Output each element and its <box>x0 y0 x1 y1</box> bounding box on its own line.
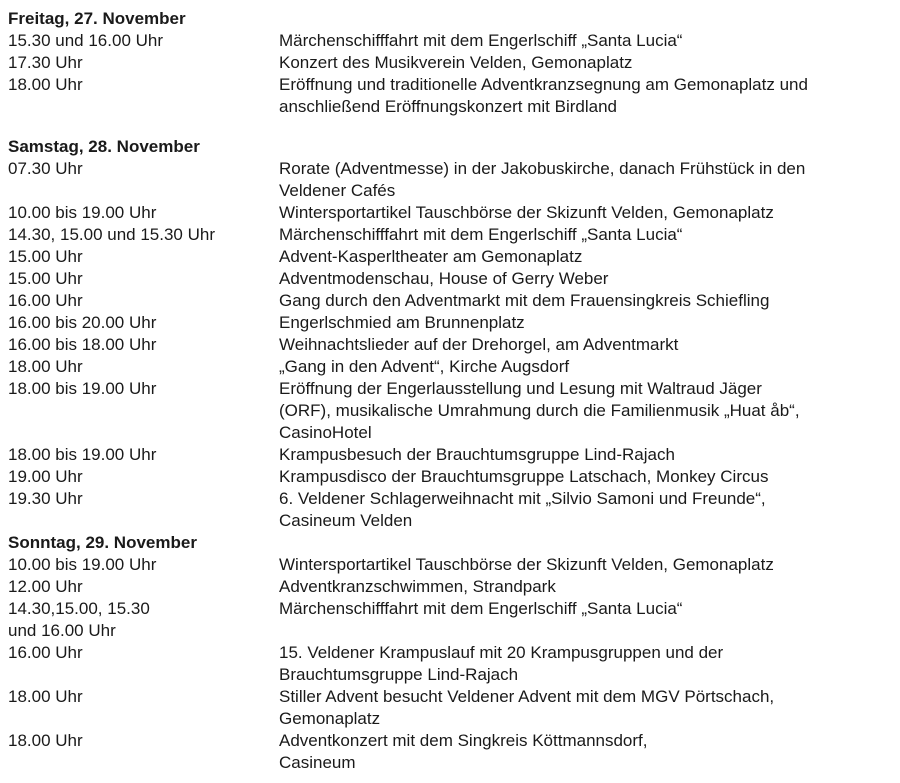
event-time-line: 19.00 Uhr <box>8 467 83 486</box>
event-description-line: Rorate (Adventmesse) in der Jakobuskirche, danach Frühstück in den <box>279 159 806 178</box>
event-time <box>8 74 279 96</box>
event-description-line: Krampusbesuch der Brauchtumsgruppe Lind-Rajach <box>279 445 675 464</box>
section-spacer <box>8 118 892 136</box>
event-description-line: Eröffnung der Engerlausstellung und Lesung mit Waltraud Jäger <box>279 379 762 398</box>
event-description <box>279 444 892 466</box>
event-row <box>8 576 892 598</box>
event-description-line: anschließend Eröffnungskonzert mit Birdland <box>279 97 617 116</box>
event-description <box>279 554 892 576</box>
day-heading: Sonntag, 29. November <box>8 533 197 552</box>
event-description <box>279 576 892 598</box>
event-description <box>279 642 892 686</box>
event-time <box>8 598 279 642</box>
event-description <box>279 488 892 532</box>
day-section <box>8 136 892 532</box>
event-description <box>279 268 892 290</box>
event-row <box>8 158 892 202</box>
event-time <box>8 686 279 708</box>
event-time <box>8 224 279 246</box>
event-time-line: 19.30 Uhr <box>8 489 83 508</box>
event-time-line: 14.30,15.00, 15.30 <box>8 599 150 618</box>
event-time <box>8 356 279 378</box>
event-description-line: Brauchtumsgruppe Lind-Rajach <box>279 665 519 684</box>
event-time-line: 10.00 bis 19.00 Uhr <box>8 203 157 222</box>
event-description-line: Eröffnung und traditionelle Adventkranzsegnung am Gemonaplatz und <box>279 75 808 94</box>
event-time-line: 18.00 Uhr <box>8 75 83 94</box>
event-time <box>8 290 279 312</box>
event-description <box>279 30 892 52</box>
event-row <box>8 554 892 576</box>
event-description <box>279 158 892 202</box>
event-description-line: Stiller Advent besucht Veldener Advent mit dem MGV Pörtschach, <box>279 687 775 706</box>
event-time <box>8 312 279 334</box>
event-time-line: 18.00 Uhr <box>8 357 83 376</box>
event-time <box>8 30 279 52</box>
event-description-line: Wintersportartikel Tauschbörse der Skizunft Velden, Gemonaplatz <box>279 203 774 222</box>
event-description <box>279 378 892 444</box>
event-row <box>8 312 892 334</box>
event-time-line: 18.00 bis 19.00 Uhr <box>8 445 157 464</box>
event-time-line: 18.00 Uhr <box>8 687 83 706</box>
event-row <box>8 202 892 224</box>
event-description <box>279 686 892 730</box>
event-row <box>8 30 892 52</box>
day-heading: Freitag, 27. November <box>8 9 186 28</box>
event-description <box>279 312 892 334</box>
event-time-line: 16.00 Uhr <box>8 643 83 662</box>
event-time-line: 18.00 Uhr <box>8 731 83 750</box>
event-description <box>279 224 892 246</box>
event-description <box>279 246 892 268</box>
event-time <box>8 158 279 180</box>
event-row <box>8 52 892 74</box>
event-description-line: „Gang in den Advent“, Kirche Augsdorf <box>279 357 570 376</box>
event-row <box>8 466 892 488</box>
event-description-line: Märchenschifffahrt mit dem Engerlschiff „Santa Lucia“ <box>279 599 683 618</box>
event-time-line: 16.00 Uhr <box>8 291 83 310</box>
event-row <box>8 268 892 290</box>
event-time-line: 15.00 Uhr <box>8 247 83 266</box>
event-time-line: 18.00 bis 19.00 Uhr <box>8 379 157 398</box>
event-row <box>8 290 892 312</box>
event-row <box>8 74 892 118</box>
event-description <box>279 334 892 356</box>
event-row <box>8 444 892 466</box>
event-description-line: Casineum <box>279 753 356 772</box>
event-description-line: Veldener Cafés <box>279 181 396 200</box>
event-time-line: 10.00 bis 19.00 Uhr <box>8 555 157 574</box>
event-time-line: und 16.00 Uhr <box>8 621 116 640</box>
event-time <box>8 268 279 290</box>
event-time <box>8 576 279 598</box>
event-description-line: 15. Veldener Krampuslauf mit 20 Krampusgruppen und der <box>279 643 724 662</box>
event-time-line: 16.00 bis 20.00 Uhr <box>8 313 157 332</box>
day-section <box>8 532 892 774</box>
event-description-line: Adventkranzschwimmen, Strandpark <box>279 577 556 596</box>
event-time <box>8 202 279 224</box>
day-heading: Samstag, 28. November <box>8 137 200 156</box>
event-time <box>8 378 279 400</box>
event-time-line: 07.30 Uhr <box>8 159 83 178</box>
event-row <box>8 488 892 532</box>
event-time-line: 14.30, 15.00 und 15.30 Uhr <box>8 225 215 244</box>
event-time-line: 12.00 Uhr <box>8 577 83 596</box>
event-row <box>8 356 892 378</box>
day-section <box>8 8 892 118</box>
event-description-line: CasinoHotel <box>279 423 372 442</box>
event-row <box>8 730 892 774</box>
event-description-line: Märchenschifffahrt mit dem Engerlschiff „Santa Lucia“ <box>279 31 683 50</box>
event-description <box>279 52 892 74</box>
event-description-line: Adventkonzert mit dem Singkreis Köttmannsdorf, <box>279 731 648 750</box>
event-description-line: Weihnachtslieder auf der Drehorgel, am Adventmarkt <box>279 335 679 354</box>
event-description-line: Krampusdisco der Brauchtumsgruppe Latschach, Monkey Circus <box>279 467 769 486</box>
event-description-line: Konzert des Musikverein Velden, Gemonaplatz <box>279 53 633 72</box>
event-description <box>279 466 892 488</box>
event-description <box>279 730 892 774</box>
event-time <box>8 52 279 74</box>
event-row <box>8 686 892 730</box>
event-time <box>8 444 279 466</box>
event-schedule <box>8 8 892 774</box>
event-row <box>8 642 892 686</box>
event-description-line: Adventmodenschau, House of Gerry Weber <box>279 269 609 288</box>
event-description-line: Advent-Kasperltheater am Gemonaplatz <box>279 247 583 266</box>
event-time <box>8 334 279 356</box>
event-row <box>8 334 892 356</box>
event-description <box>279 202 892 224</box>
event-time <box>8 730 279 752</box>
event-description <box>279 356 892 378</box>
event-description-line: Casineum Velden <box>279 511 413 530</box>
event-description <box>279 74 892 118</box>
event-time-line: 15.00 Uhr <box>8 269 83 288</box>
event-row <box>8 224 892 246</box>
event-description-line: (ORF), musikalische Umrahmung durch die Familienmusik „Huat åb“, <box>279 401 800 420</box>
event-time <box>8 466 279 488</box>
event-description-line: Märchenschifffahrt mit dem Engerlschiff „Santa Lucia“ <box>279 225 683 244</box>
event-description-line: 6. Veldener Schlagerweihnacht mit „Silvio Samoni und Freunde“, <box>279 489 766 508</box>
event-description-line: Wintersportartikel Tauschbörse der Skizunft Velden, Gemonaplatz <box>279 555 774 574</box>
event-description <box>279 598 892 620</box>
event-description <box>279 290 892 312</box>
event-time-line: 15.30 und 16.00 Uhr <box>8 31 164 50</box>
event-time-line: 17.30 Uhr <box>8 53 83 72</box>
event-time <box>8 246 279 268</box>
event-time-line: 16.00 bis 18.00 Uhr <box>8 335 157 354</box>
event-row <box>8 246 892 268</box>
event-description-line: Engerlschmied am Brunnenplatz <box>279 313 525 332</box>
event-time <box>8 642 279 664</box>
event-row <box>8 378 892 444</box>
event-time <box>8 488 279 510</box>
event-description-line: Gang durch den Adventmarkt mit dem Frauensingkreis Schiefling <box>279 291 770 310</box>
event-time <box>8 554 279 576</box>
event-row <box>8 598 892 642</box>
event-description-line: Gemonaplatz <box>279 709 381 728</box>
